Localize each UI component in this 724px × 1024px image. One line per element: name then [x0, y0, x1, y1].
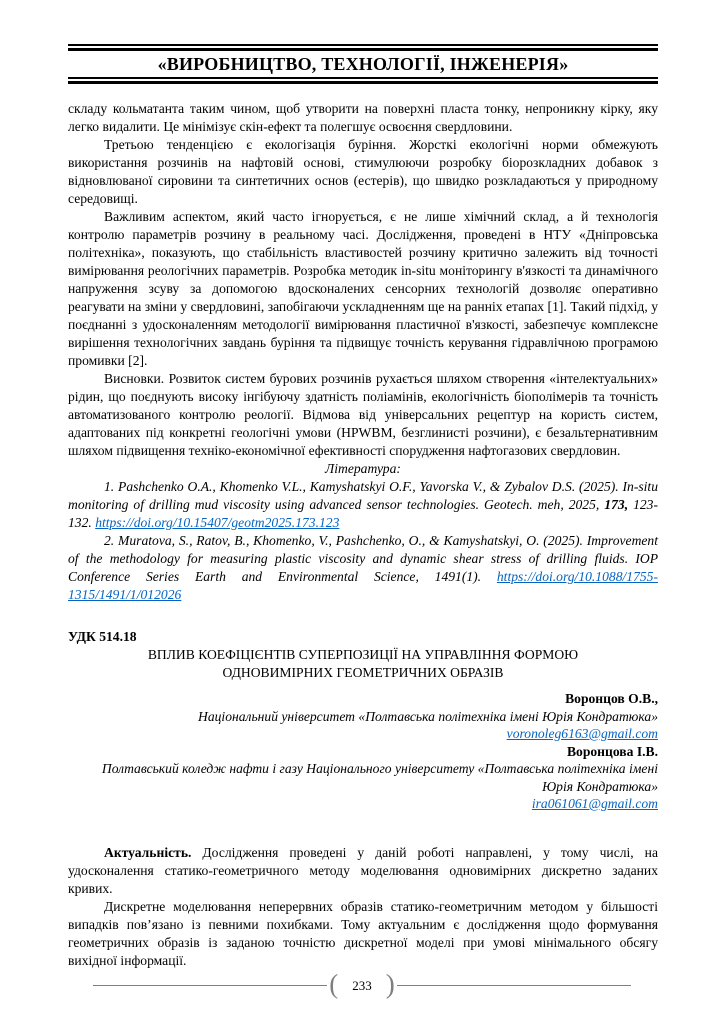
previous-article-text — [68, 100, 658, 604]
authors-block — [68, 690, 658, 813]
doi-link-2[interactable]: https://doi.org/10.1088/1755-1315/1491/1/012026 — [68, 569, 658, 602]
journal-title: «ВИРОБНИЦТВО, ТЕХНОЛОГІЇ, ІНЖЕНЕРІЯ» — [157, 54, 569, 74]
author-affiliation-1: Національний університет «Полтавська політехніка імені Юрія Кондратюка» — [198, 708, 658, 724]
author-email-link-2[interactable]: ira061061@gmail.com — [531, 796, 658, 811]
reference-1 — [68, 478, 658, 532]
left-bracket-glyph: ( — [329, 969, 339, 999]
page-footer — [0, 969, 724, 999]
paragraph-discrete-modeling: Дискретне моделювання неперервних образів статико-геометричним методом у більшості випадків пов’язано із певними похибками. Тому актуальним є дослідження щодо формування геометричних образів із заданою точністю дискретної моделі при умові мінімального обсягу вихідної інформації. — [68, 898, 658, 968]
paragraph-aspect: Важливим аспектом, який часто ігнорується, є не лише хімічний склад, а й технологія контролю параметрів розчину в реальному часі. Дослідження, проведені в НТУ «Дніпровська політехніка», показують, що стабільність властивостей розчину критично залежить від точності вимірювання реологічних параметрів. Розробка методик in-situ моніторингу в'язкості та динамічного напруження зсуву за допомогою вдосконалених сенсорних технологій дозволяє оперативно реагувати на зміни у свердловині, запобігаючи ускладненням ще на ранніх етапах [1]. Такий підхід, у поєднанні з удосконаленням методології вимірювання пластичної в'язкості, забезпечує комплексне вирішення технологічних завдань буріння та підвищує точність керування гідравлічною програмою промивки [2]. — [68, 209, 658, 368]
author-name-1: Воронцов О.В., — [565, 691, 658, 706]
author-affiliation-2: Полтавський коледж нафти і газу Національного університету «Полтавська політехніка імені Юрія Кондратюка» — [101, 761, 658, 794]
new-article-text — [68, 844, 658, 970]
paragraph-trend: Третьою тенденцією є екологізація буріння. Жорсткі екологічні норми обмежують використання розчинів на нафтовій основі, стимулюючи розробку біорозкладних добавок з відновлюваної сировини та синтетичних основ (естерів), що швидко розкладаються у природному середовищі. — [68, 137, 658, 206]
literature-heading: Література: — [325, 461, 401, 476]
reference-1-pages: 123-132. — [68, 497, 658, 530]
banner-bottom-thick-rule — [68, 81, 658, 84]
reference-1-volume: 173, — [604, 497, 629, 512]
actuality-label: Актуальність. — [104, 844, 192, 860]
article-title: ВПЛИВ КОЕФІЦІЄНТІВ СУПЕРПОЗИЦІЇ НА УПРАВЛІННЯ ФОРМОЮ ОДНОВИМІРНИХ ГЕОМЕТРИЧНИХ ОБРАЗІВ — [147, 647, 579, 680]
author-name-2: Воронцова І.В. — [566, 743, 658, 759]
right-bracket-glyph: ) — [385, 969, 395, 999]
paragraph-continuation: складу кольматанта таким чином, щоб утворити на поверхні пласта тонку, непроникну кірку, яку легко видалити. Це мінімізує скін-ефект та полегшує освоєння свердловини. — [68, 101, 658, 134]
reference-2 — [68, 532, 658, 604]
udc-label: УДК 514.18 — [68, 629, 137, 644]
reference-2-text: 2. Muratova, S., Ratov, B., Khomenko, V., Pashchenko, O., & Kamyshatskyi, O. (2025). Improvement of the methodology for measuring plastic viscosity and dynamic shear stress of drilling fluids. IOP Conference Series Earth and Environmental Science, 1491(1). — [68, 533, 658, 584]
page-number: 233 — [352, 977, 372, 993]
footer-rule-left — [93, 985, 327, 986]
doi-link-1[interactable]: https://doi.org/10.15407/geotm2025.173.123 — [95, 515, 340, 530]
footer-rule-right — [397, 985, 631, 986]
paragraph-conclusions: Висновки. Розвиток систем бурових розчинів рухається шляхом створення «інтелектуальних» рідин, що поєднують високу інгібуючу здатність поліамінів, екологічність біополімерів та точність автоматизованого контролю реології. Відмова від універсальних рецептур на користь систем, адаптованих під конкретні геологічні умови (HPWBM, безглинисті розчини), є безальтернативним шляхом підвищення техніко-економічної ефективності спорудження нафтогазових свердловин. — [68, 371, 658, 458]
author-email-link-1[interactable]: voronoleg6163@gmail.com — [506, 726, 658, 741]
actuality-text: Дослідження проведені у даній роботі направлені, у тому числі, на удосконалення статико-геометричного методу моделювання одновимірних дискретно заданих кривих. — [68, 844, 658, 896]
journal-banner — [68, 44, 658, 84]
reference-1-text: 1. Pashchenko O.A., Khomenko V.L., Kamyshatskyi O.F., Yavorska V., & Zybalov D.S. (2025). In-situ monitoring of drilling mud viscosity using advanced sensor technologies. Geotech. meh, 2025, — [68, 479, 658, 512]
paragraph-actuality — [68, 844, 658, 898]
